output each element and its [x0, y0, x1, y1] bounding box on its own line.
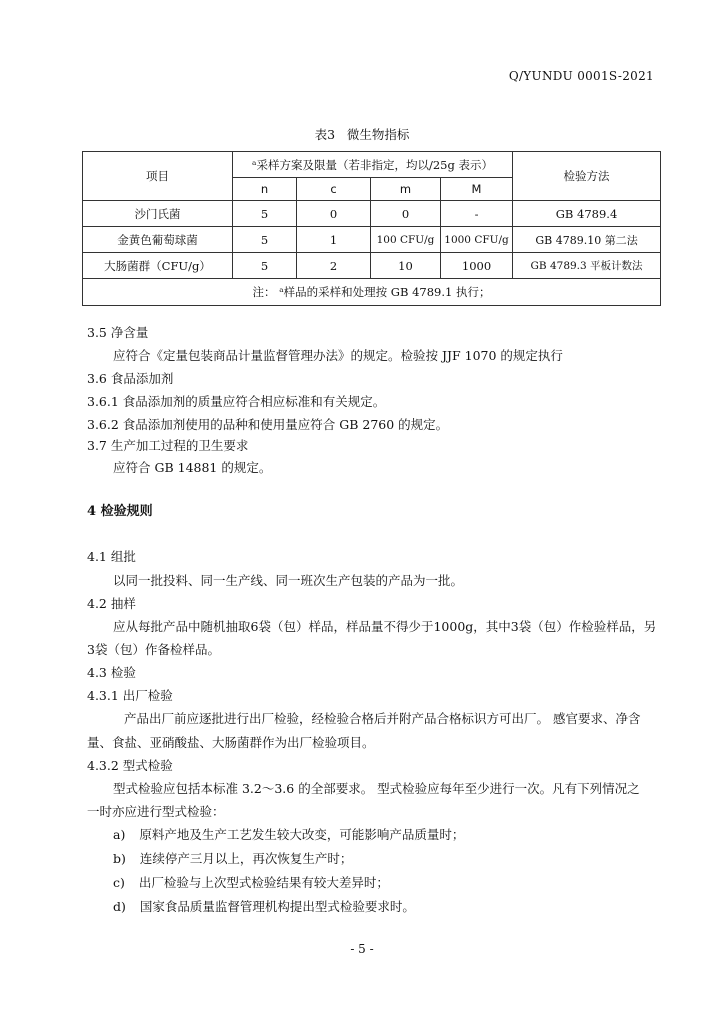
table-note: 注： ᵃ样品的采样和处理按 GB 4789.1 执行；: [83, 279, 661, 306]
microbiology-table: [82, 151, 661, 306]
cell-method: GB 4789.10 第二法: [513, 227, 661, 253]
cell-method: GB 4789.4: [513, 201, 661, 227]
cell-M: -: [441, 201, 513, 227]
header-M: M: [441, 178, 513, 201]
list-text: 出厂检验与上次型式检验结果有较大差异时；: [138, 875, 389, 890]
section-4-3-2-text-1: 型式检验应包括本标准 3.2～3.6 的全部要求。 型式检验应每年至少进行一次。凡有下列情况之: [113, 781, 640, 796]
cell-c: 2: [297, 253, 371, 279]
cell-n: 5: [233, 227, 297, 253]
list-marker: d): [113, 899, 126, 914]
section-4-2-text-1: 应从每批产品中随机抽取6袋（包）样品，样品量不得少于1000g，其中3袋（包）作检验样品，另: [113, 619, 657, 634]
list-marker: a): [113, 827, 126, 842]
list-item: [113, 897, 415, 915]
list-item: [113, 849, 352, 867]
table-row: [83, 253, 661, 279]
cell-n: 5: [233, 201, 297, 227]
section-4-3-2-title: 4.3.2 型式检验: [87, 758, 173, 773]
cell-n: 5: [233, 253, 297, 279]
table-row: [83, 227, 661, 253]
cell-c: 0: [297, 201, 371, 227]
section-4-title: 4 检验规则: [87, 504, 153, 519]
cell-c: 1: [297, 227, 371, 253]
section-4-2-title: 4.2 抽样: [87, 596, 136, 611]
cell-M: 1000: [441, 253, 513, 279]
list-item: [113, 825, 464, 843]
table-title: 表3 微生物指标: [314, 127, 410, 142]
section-4-3-1-text-2: 量、食盐、亚硝酸盐、大肠菌群作为出厂检验项目。: [87, 735, 375, 750]
table-row: [83, 201, 661, 227]
document-code: Q/YUNDU 0001S-2021: [508, 69, 654, 83]
list-item: [113, 873, 389, 891]
list-text: 连续停产三月以上，再次恢复生产时；: [139, 851, 353, 866]
section-3-6-1: 3.6.1 食品添加剂的质量应符合相应标准和有关规定。: [87, 394, 386, 409]
section-3-5-text: 应符合《定量包装商品计量监督管理办法》的规定。检验按 JJF 1070 的规定执行: [113, 348, 563, 363]
header-item: 项目: [83, 152, 233, 201]
list-marker: c): [113, 875, 125, 890]
page-number: - 5 -: [350, 942, 374, 956]
list-text: 国家食品质量监督管理机构提出型式检验要求时。: [139, 899, 415, 914]
section-3-5-title: 3.5 净含量: [87, 325, 149, 340]
header-sampling-plan: ᵃ采样方案及限量（若非指定，均以/25g 表示）: [233, 152, 513, 178]
header-n: n: [233, 178, 297, 201]
cell-item: 沙门氏菌: [83, 201, 233, 227]
header-c: c: [297, 178, 371, 201]
section-3-6-2: 3.6.2 食品添加剂使用的品种和使用量应符合 GB 2760 的规定。: [87, 417, 449, 432]
header-m: m: [371, 178, 441, 201]
cell-m: 100 CFU/g: [371, 227, 441, 253]
cell-m: 10: [371, 253, 441, 279]
section-4-2-text-2: 3袋（包）作备检样品。: [87, 642, 220, 657]
list-text: 原料产地及生产工艺发生较大改变，可能影响产品质量时；: [139, 827, 465, 842]
section-4-1-text: 以同一批投料、同一生产线、同一班次生产包装的产品为一批。: [113, 573, 464, 588]
section-3-6-title: 3.6 食品添加剂: [87, 371, 174, 386]
section-3-7-title: 3.7 生产加工过程的卫生要求: [87, 438, 249, 453]
cell-M: 1000 CFU/g: [441, 227, 513, 253]
cell-item: 金黄色葡萄球菌: [83, 227, 233, 253]
section-4-1-title: 4.1 组批: [87, 549, 136, 564]
section-4-3-2-text-2: 一时亦应进行型式检验：: [87, 804, 225, 819]
cell-method: GB 4789.3 平板计数法: [513, 253, 661, 279]
header-method: 检验方法: [513, 152, 661, 201]
section-4-3-1-title: 4.3.1 出厂检验: [87, 688, 173, 703]
list-marker: b): [113, 851, 126, 866]
section-3-7-text: 应符合 GB 14881 的规定。: [113, 460, 272, 475]
section-4-3-title: 4.3 检验: [87, 665, 136, 680]
cell-item: 大肠菌群（CFU/g）: [83, 253, 233, 279]
cell-m: 0: [371, 201, 441, 227]
section-4-3-1-text-1: 产品出厂前应逐批进行出厂检验，经检验合格后并附产品合格标识方可出厂。 感官要求、净含: [124, 711, 641, 726]
